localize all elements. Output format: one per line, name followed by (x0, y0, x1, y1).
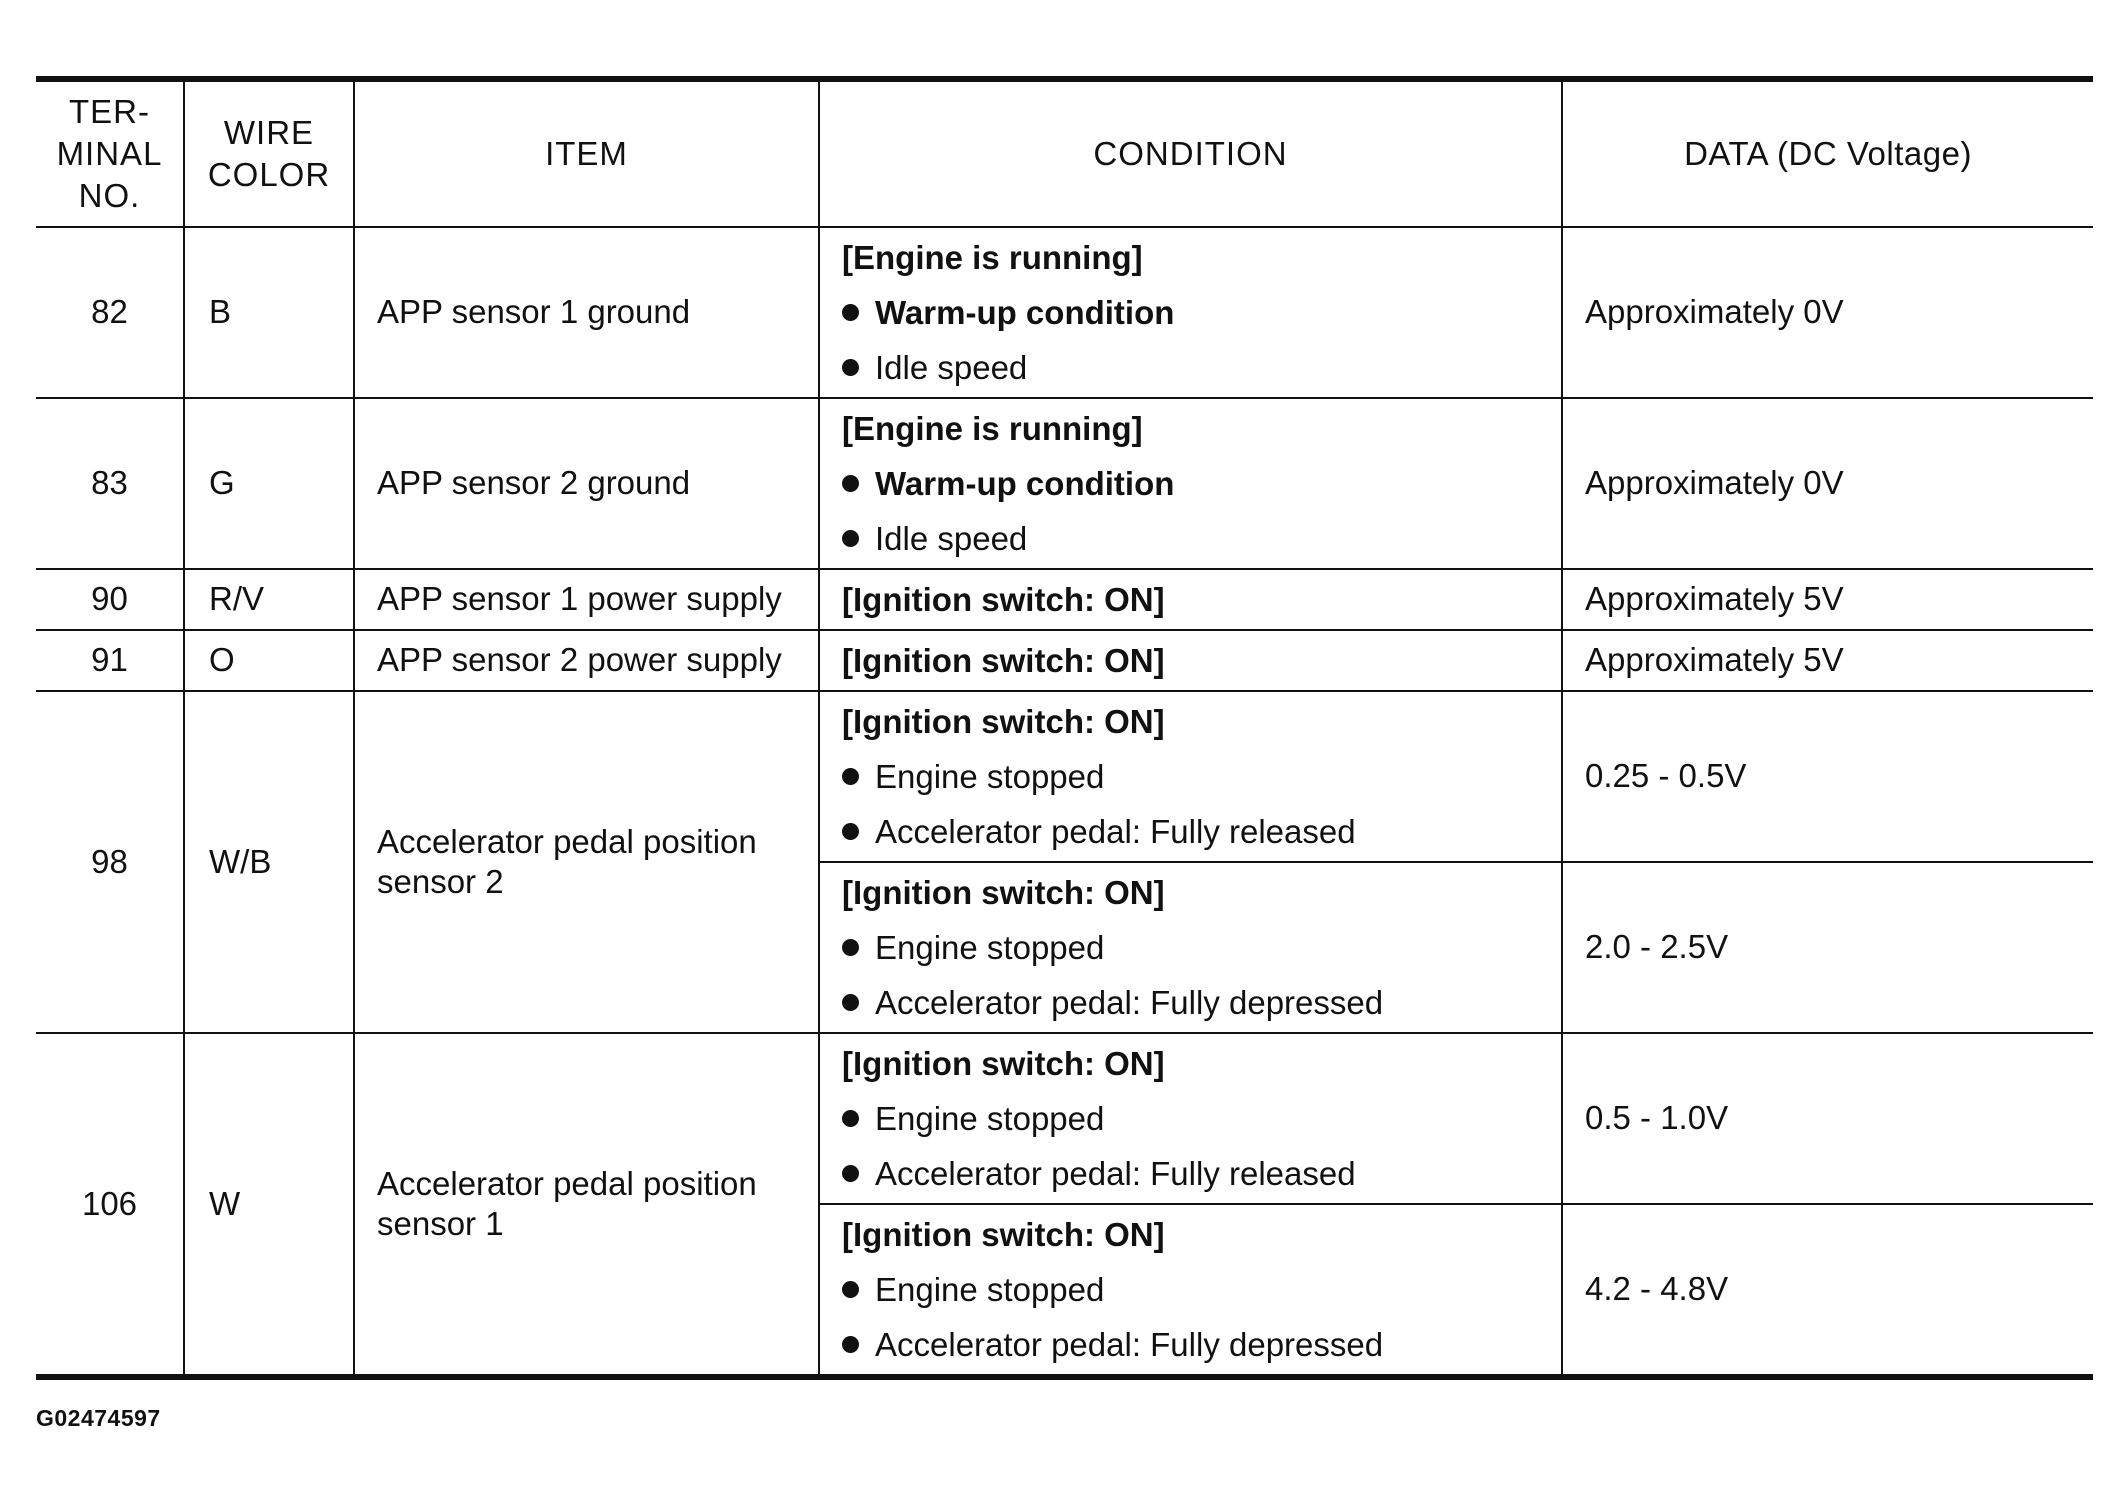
condition-bullet-text: Engine stopped (875, 929, 1105, 966)
header-data: DATA (DC Voltage) (1562, 79, 2093, 227)
bullet-dot-icon (842, 768, 859, 785)
condition-bullet (842, 340, 1551, 395)
data-value: 2.0 - 2.5V (1562, 862, 2093, 1033)
condition (819, 227, 1562, 398)
terminal-no: 98 (36, 691, 184, 1033)
header-item: ITEM (354, 79, 819, 227)
bullet-dot-icon (842, 304, 859, 321)
condition-title: [Ignition switch: ON] (842, 874, 1165, 911)
condition-bullet-text: Warm-up condition (875, 465, 1175, 502)
condition-bullet (842, 1146, 1551, 1201)
item: APP sensor 2 ground (354, 398, 819, 569)
condition-bullet (842, 804, 1551, 859)
condition (819, 569, 1562, 630)
condition-bullet (842, 285, 1551, 340)
table-row (36, 630, 2093, 691)
table-row (36, 398, 2093, 569)
condition-bullet-text: Engine stopped (875, 758, 1105, 795)
item: APP sensor 1 power supply (354, 569, 819, 630)
terminal-no: 106 (36, 1033, 184, 1377)
condition-bullet-text: Engine stopped (875, 1100, 1105, 1137)
terminal-no: 90 (36, 569, 184, 630)
bullet-dot-icon (842, 1281, 859, 1298)
condition-bullet (842, 456, 1551, 511)
header-wire-color: WIRE COLOR (184, 79, 354, 227)
condition-bullet-text: Accelerator pedal: Fully released (875, 1155, 1356, 1192)
bullet-dot-icon (842, 1336, 859, 1353)
condition-bullet-text: Idle speed (875, 520, 1028, 557)
condition-bullet-text: Idle speed (875, 349, 1028, 386)
item: APP sensor 1 ground (354, 227, 819, 398)
condition-bullet-text: Engine stopped (875, 1271, 1105, 1308)
wire-color: W/B (184, 691, 354, 1033)
condition-bullet (842, 920, 1551, 975)
condition-bullet-text: Accelerator pedal: Fully depressed (875, 984, 1384, 1021)
condition-bullet-text: Warm-up condition (875, 294, 1175, 331)
table-row (36, 569, 2093, 630)
data-value: Approximately 0V (1562, 398, 2093, 569)
bullet-dot-icon (842, 939, 859, 956)
condition (819, 630, 1562, 691)
table-row (36, 691, 2093, 862)
condition (819, 691, 1562, 862)
condition (819, 1033, 1562, 1204)
condition-title: [Ignition switch: ON] (842, 642, 1165, 679)
item: Accelerator pedal position sensor 1 (354, 1033, 819, 1377)
condition-title: [Ignition switch: ON] (842, 703, 1165, 740)
terminal-data-table (36, 76, 2093, 1380)
terminal-no: 83 (36, 398, 184, 569)
wire-color: B (184, 227, 354, 398)
data-value: Approximately 5V (1562, 630, 2093, 691)
bullet-dot-icon (842, 530, 859, 547)
item: APP sensor 2 power supply (354, 630, 819, 691)
data-value: 0.25 - 0.5V (1562, 691, 2093, 862)
condition (819, 862, 1562, 1033)
header-condition: CONDITION (819, 79, 1562, 227)
terminal-no: 82 (36, 227, 184, 398)
table-row (36, 227, 2093, 398)
bullet-dot-icon (842, 359, 859, 376)
condition-bullet-text: Accelerator pedal: Fully depressed (875, 1326, 1384, 1363)
condition-title: [Ignition switch: ON] (842, 1216, 1165, 1253)
condition-bullet (842, 749, 1551, 804)
wire-color: G (184, 398, 354, 569)
condition-bullet (842, 1091, 1551, 1146)
condition-bullet (842, 975, 1551, 1030)
condition (819, 398, 1562, 569)
table-header-row (36, 79, 2093, 227)
data-value: 0.5 - 1.0V (1562, 1033, 2093, 1204)
condition-title: [Ignition switch: ON] (842, 1045, 1165, 1082)
condition (819, 1204, 1562, 1377)
wire-color: W (184, 1033, 354, 1377)
condition-bullet-text: Accelerator pedal: Fully released (875, 813, 1356, 850)
bullet-dot-icon (842, 994, 859, 1011)
data-value: Approximately 0V (1562, 227, 2093, 398)
condition-title: [Engine is running] (842, 239, 1143, 276)
condition-bullet (842, 1317, 1551, 1372)
data-value: 4.2 - 4.8V (1562, 1204, 2093, 1377)
terminal-no: 91 (36, 630, 184, 691)
figure-code: G02474597 (36, 1405, 161, 1431)
data-value: Approximately 5V (1562, 569, 2093, 630)
bullet-dot-icon (842, 475, 859, 492)
condition-bullet (842, 511, 1551, 566)
condition-title: [Ignition switch: ON] (842, 581, 1165, 618)
wire-color: R/V (184, 569, 354, 630)
wire-color: O (184, 630, 354, 691)
bullet-dot-icon (842, 823, 859, 840)
bullet-dot-icon (842, 1110, 859, 1127)
bullet-dot-icon (842, 1165, 859, 1182)
condition-bullet (842, 1262, 1551, 1317)
table-row (36, 1033, 2093, 1204)
condition-title: [Engine is running] (842, 410, 1143, 447)
item: Accelerator pedal position sensor 2 (354, 691, 819, 1033)
header-terminal-no: TER- MINAL NO. (36, 79, 184, 227)
